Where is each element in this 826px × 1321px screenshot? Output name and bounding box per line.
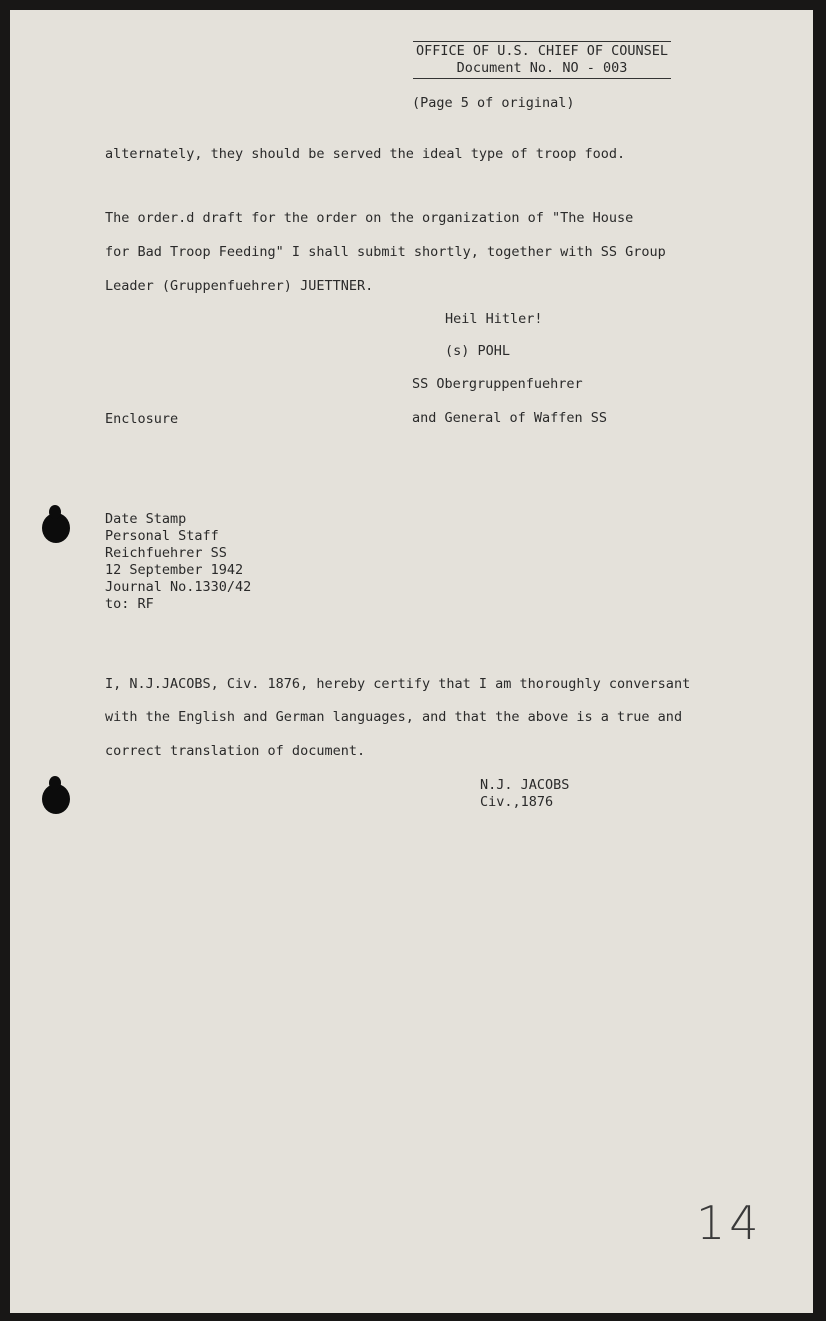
document-page — [10, 10, 813, 1313]
page-note: (Page 5 of original) — [412, 95, 575, 111]
date-stamp-line: Date Stamp — [105, 511, 187, 527]
signature-title: and General of Waffen SS — [412, 410, 608, 426]
date-stamp-line: Personal Staff — [105, 528, 219, 544]
body-paragraph-line-2: for Bad Troop Feeding" I shall submit shortly, together with SS Group — [105, 244, 666, 260]
office-title: OFFICE OF U.S. CHIEF OF COUNSEL — [416, 43, 668, 59]
signature-name: (s) POHL — [445, 343, 511, 359]
date-stamp — [105, 511, 251, 613]
translator-id: Civ.,1876 — [480, 794, 554, 810]
page-number: 14 — [696, 1196, 763, 1250]
enclosure-label: Enclosure — [105, 411, 179, 427]
signature-rank: SS Obergruppenfuehrer — [412, 376, 583, 392]
body-paragraph-line-3: Leader (Gruppenfuehrer) JUETTNER. — [105, 278, 374, 294]
certification-line-3: correct translation of document. — [105, 743, 366, 759]
punch-hole-bottom — [42, 784, 70, 814]
certification-line-2: with the English and German languages, and that the above is a true and — [105, 709, 683, 725]
punch-hole-top — [42, 513, 70, 543]
date-stamp-line: Journal No.1330/42 — [105, 579, 252, 595]
date-stamp-line: to: RF — [105, 596, 154, 612]
translator-name: N.J. JACOBS — [480, 777, 570, 793]
document-number: Document No. NO - 003 — [456, 60, 628, 76]
date-stamp-line: Reichfuehrer SS — [105, 545, 227, 561]
body-line-1: alternately, they should be served the ideal type of troop food. — [105, 146, 626, 162]
certification-line-1: I, N.J.JACOBS, Civ. 1876, hereby certify that I am thoroughly conversant — [105, 676, 691, 692]
signature-salute: Heil Hitler! — [445, 311, 543, 327]
date-stamp-line: 12 September 1942 — [105, 562, 244, 578]
body-paragraph-line-1: The order.d draft for the order on the organization of "The House — [105, 210, 634, 226]
document-header — [413, 41, 671, 79]
